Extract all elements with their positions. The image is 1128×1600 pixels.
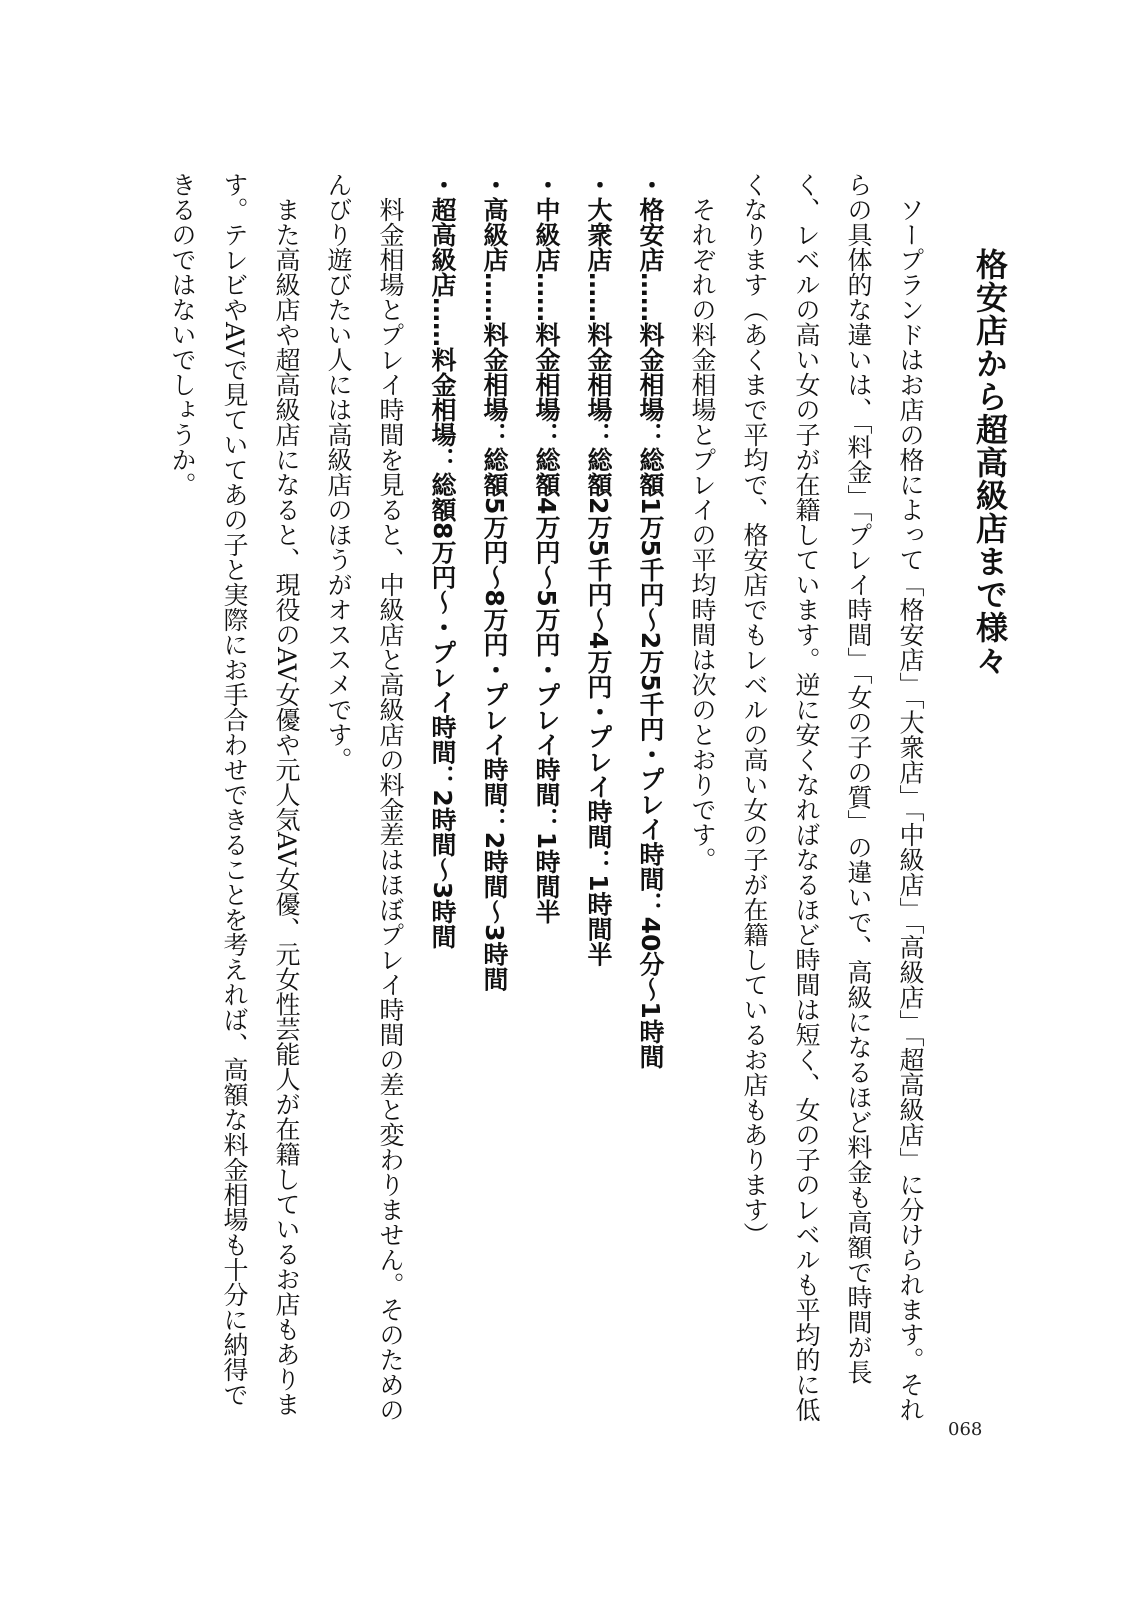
- paragraph-1: ソープランドはお店の格によって「格安店」「大衆店」「中級店」「高級店」「超高級店」に分けられます。それらの具体的な違いは、「料金」「プレイ時間」「女の子の質」の違いで、高級になるほど料金も高額で時間が長く、レベルの高い女の子が在籍しています。逆に安くなればなるほど時間は短く、女の子のレベルも平均的に低くなります（あくまで平均で、格安店でもレベルの高い女の子が在籍しているお店もあります）: [740, 172, 925, 1422]
- vertical-text-block: [156, 172, 1010, 1422]
- list-item-luxury-shop: ・超高級店……料金相場：総額8万円～・プレイ時間：2時間～3時間: [428, 172, 457, 950]
- list-item-high-class-shop: ・高級店……料金相場：総額5万円～8万円・プレイ時間：2時間～3時間: [480, 172, 509, 992]
- paragraph-4: また高級店や超高級店になると、現役のAV女優や元人気AV女優、元女性芸能人が在籍しているお店もあります。テレビやAVで見ていてあの子と実際にお手合わせできることを考えれば、高額な料金相場も十分に納得できるのではないでしょうか。: [168, 172, 301, 1417]
- list-item-budget-shop: ・格安店……料金相場：総額1万5千円～2万5千円・プレイ時間：40分～1時間: [636, 172, 665, 1069]
- price-list: [416, 172, 676, 1422]
- paragraph-3: 料金相場とプレイ時間を見ると、中級店と高級店の料金差はほぼプレイ時間の差と変わりません。そのためのんびり遊びたい人には高級店のほうがオススメです。: [324, 172, 405, 1422]
- section-title: 格安店から超高級店まで様々: [971, 248, 1009, 677]
- list-item-popular-shop: ・大衆店……料金相場：総額2万5千円～4万円・プレイ時間：1時間半: [584, 172, 613, 967]
- paragraph-2: それぞれの料金相場とプレイの平均時間は次のとおりです。: [688, 197, 717, 872]
- list-item-mid-shop: ・中級店……料金相場：総額4万円～5万円・プレイ時間：1時間半: [532, 172, 561, 925]
- page-number: 068: [948, 1419, 983, 1440]
